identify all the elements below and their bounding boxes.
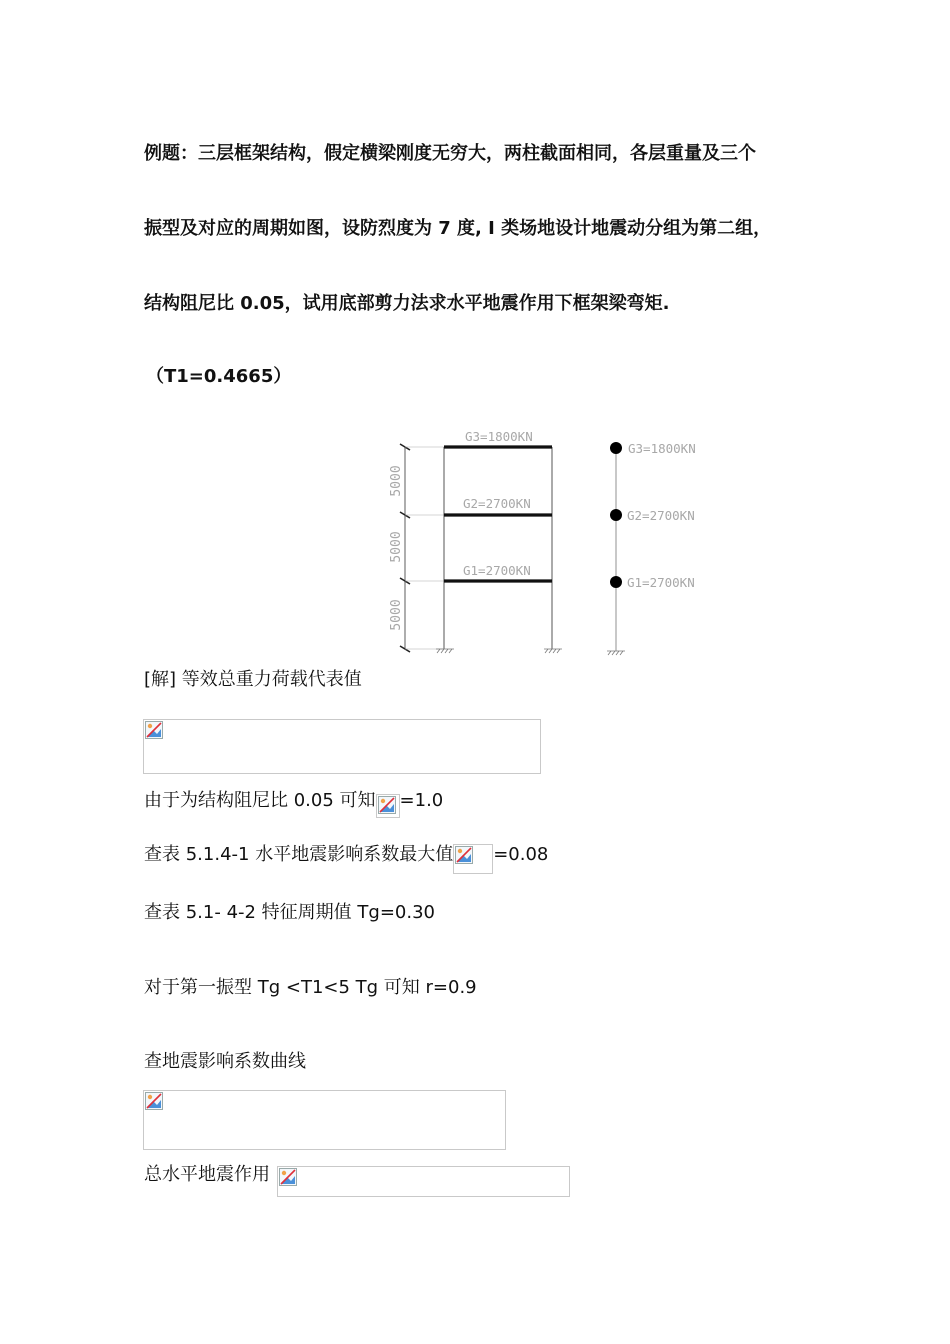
broken-image-icon [145,1092,163,1110]
mass-point-g2 [610,509,622,521]
column-support-right [544,649,562,653]
broken-image-icon [279,1168,297,1186]
frame-figure [378,425,718,657]
broken-image-icon [455,846,473,864]
problem-line-2: 振型及对应的周期如图，设防烈度为 7 度, I 类场地设计地震动分组为第二组， [144,218,772,239]
formula-image-alpha-max [453,844,493,874]
frame-label-g2: G2=2700KN [463,496,531,511]
mass-point-g1 [610,576,622,588]
frame-label-g1: G1=2700KN [463,563,531,578]
tg-line: 查表 5.1- 4-2 特征周期值 Tg=0.30 [144,902,435,923]
frame-label-g3: G3=1800KN [465,429,533,444]
total-action-label: 总水平地震作用 [144,1164,270,1185]
alpha-max-text: 查表 5.1.4-1 水平地震影响系数最大值 [144,844,454,865]
problem-line-1: 例题：三层框架结构，假定横梁刚度无穷大，两柱截面相同，各层重量及三个 [144,143,756,164]
damping-line [144,786,443,812]
mass-label-g1: G1=2700KN [627,575,695,590]
formula-image-alpha1 [143,1090,506,1150]
problem-line-3: 结构阻尼比 0.05，试用底部剪力法求水平地震作用下框架梁弯矩. [144,293,670,314]
mass-support [607,651,625,655]
column-support-left [436,649,454,653]
formula-image-gravity-load [143,719,541,774]
mass-label-g2: G2=2700KN [627,508,695,523]
story-height-1: 5000 [389,599,404,631]
mass-label-g3: G3=1800KN [628,441,696,456]
mode1-line: 对于第一振型 Tg <T1<5 Tg 可知 r=0.9 [144,977,477,998]
alpha-max-line [144,836,548,866]
story-height-2: 5000 [389,531,404,563]
solution-heading: [解] 等效总重力荷载代表值 [144,669,362,690]
mass-point-g3 [610,442,622,454]
story-height-3: 5000 [389,465,404,497]
damping-text: 由于为结构阻尼比 0.05 可知 [144,790,376,811]
alpha-max-value: =0.08 [493,844,549,865]
formula-image-eta [376,794,400,818]
broken-image-icon [378,796,396,814]
formula-image-total-action [277,1166,570,1197]
damping-value: =1.0 [399,790,444,811]
curve-line: 查地震影响系数曲线 [144,1051,306,1072]
broken-image-icon [145,721,163,739]
period-note: （T1=0.4665） [146,366,292,387]
